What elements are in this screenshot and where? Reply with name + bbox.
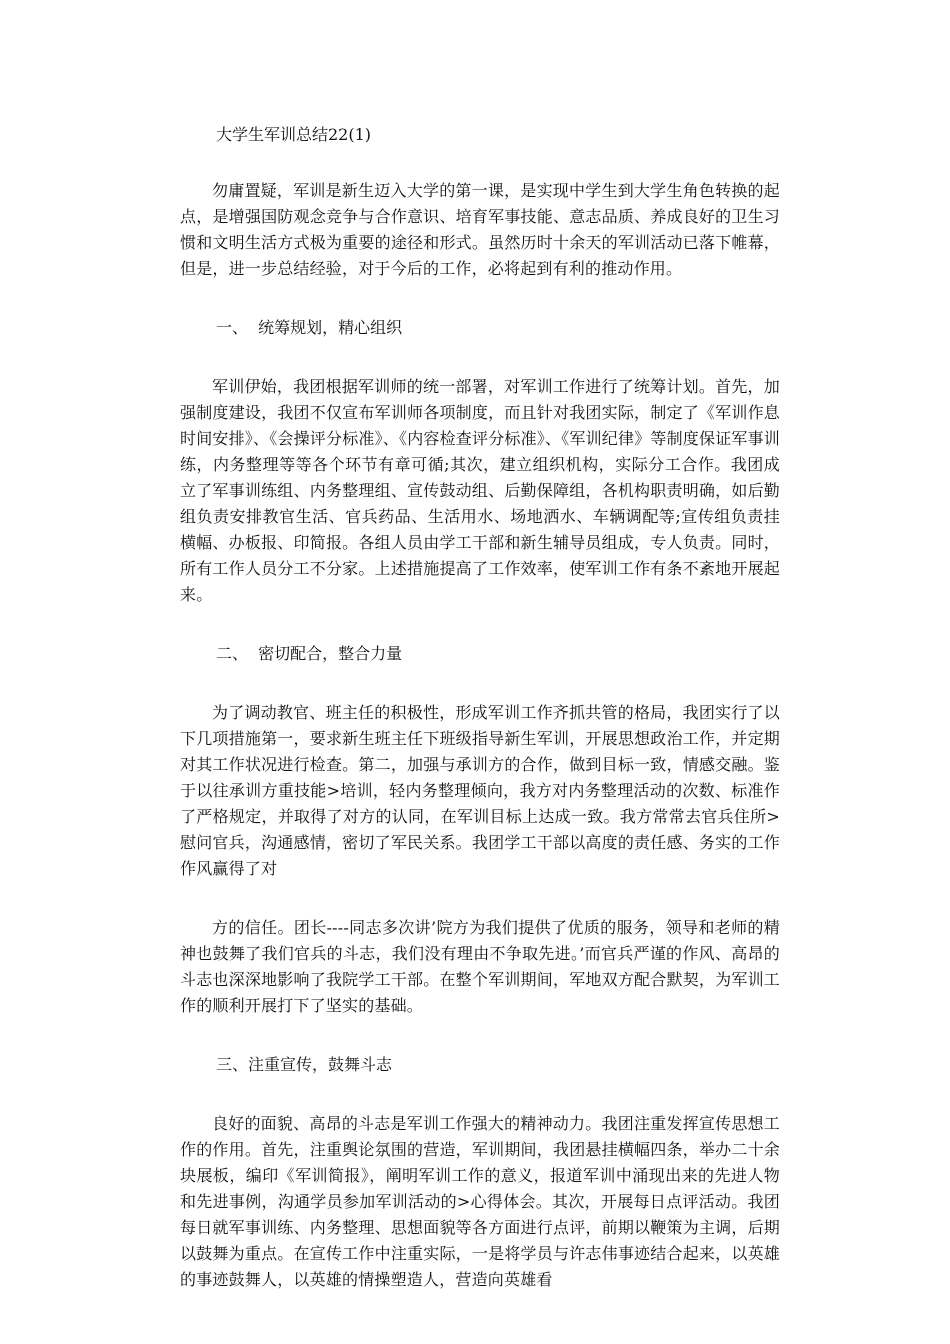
section-3-paragraph: 良好的面貌、高昂的斗志是军训工作强大的精神动力。我团注重发挥宣传思想工作的作用。首先，注重舆论氛围的营造，军训期间，我团悬挂横幅四条，举办二十余块展板，编印《军训简报》，阐明军训工作的意义，报道军训中涌现出来的先进人物和先进事例，沟通学员参加军训活动的>心得体会。其次，开展每日点评活动。我团每日就军事训练、内务整理、思想面貌等各方面进行点评，前期以鞭策为主调，后期以鼓舞为重点。在宣传工作中注重实际，一是将学员与许志伟事迹结合起来，以英雄的事迹鼓舞人，以英雄的情操塑造人，营造向英雄看: [180, 1114, 780, 1289]
section-1-paragraph: 军训伊始，我团根据军训师的统一部署，对军训工作进行了统筹计划。首先，加强制度建设，我团不仅宣布军训师各项制度，而且针对我团实际，制定了《军训作息时间安排》、《会操评分标准》、《内容检查评分标准》、《军训纪律》等制度保证军事训练，内务整理等等各个环节有章可循;其次，建立组织机构，实际分工合作。我团成立了军事训练组、内务整理组、宣传鼓动组、后勤保障组，各机构职责明确，如后勤组负责安排教官生活、官兵药品、生活用水、场地洒水、车辆调配等;宣传组负责挂横幅、办板报、印简报。各组人员由学工干部和新生辅导员组成，专人负责。同时，所有工作人员分工不分家。上述措施提高了工作效率，使军训工作有条不紊地开展起来。: [180, 377, 781, 604]
intro-paragraph: 勿庸置疑，军训是新生迈入大学的第一课，是实现中学生到大学生角色转换的起点，是增强国防观念竞争与合作意识、培育军事技能、意志品质、养成良好的卫生习惯和文明生活方式极为重要的途径和形式。虽然历时十余天的军训活动已落下帷幕，但是，进一步总结经验，对于今后的工作，必将起到有利的推动作用。: [180, 181, 780, 278]
section-2-paragraph-a: 为了调动教官、班主任的积极性，形成军训工作齐抓共管的格局，我团实行了以下几项措施第一，要求新生班主任下班级指导新生军训，开展思想政治工作，并定期对其工作状况进行检查。第二，加强与承训方的合作，做到目标一致，情感交融。鉴于以往承训方重技能>培训，轻内务整理倾向，我方对内务整理活动的次数、标准作了严格规定，并取得了对方的认同，在军训目标上达成一致。我方常常去官兵住所>慰问官兵，沟通感情，密切了军民关系。我团学工干部以高度的责任感、务实的工作作风赢得了对: [180, 703, 780, 878]
section-heading-3: 三、注重宣传，鼓舞斗志: [216, 1055, 393, 1074]
document-page: [180, 122, 780, 1326]
document-title: 大学生军训总结22(1): [216, 125, 372, 144]
section-2-paragraph-b: 方的信任。团长----同志多次讲’院方为我们提供了优质的服务，领导和老师的精神也鼓舞了我们官兵的斗志，我们没有理由不争取先进。’而官兵严谨的作风、高昂的斗志也深深地影响了我院学工干部。在整个军训期间，军地双方配合默契，为军训工作的顺利开展打下了坚实的基础。: [180, 918, 780, 1015]
section-heading-1: 一、 统筹规划，精心组织: [216, 318, 403, 337]
section-heading-2: 二、 密切配合，整合力量: [216, 644, 403, 663]
